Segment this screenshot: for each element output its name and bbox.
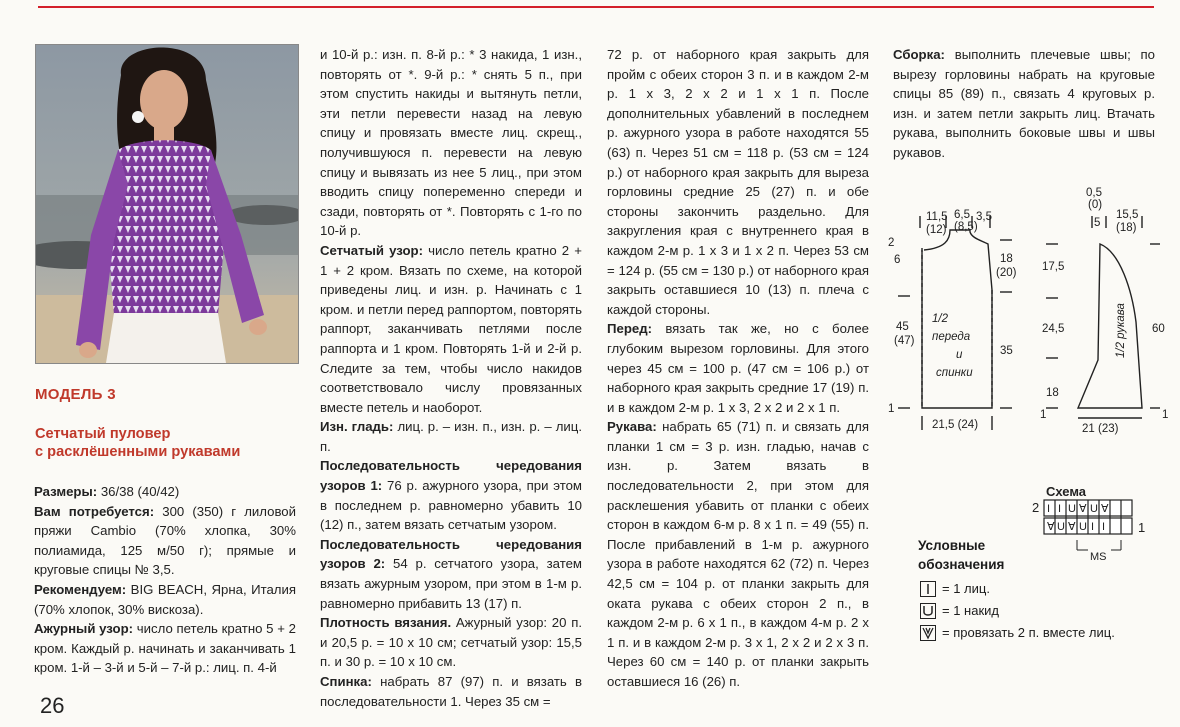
column-2 bbox=[320, 45, 582, 711]
legend-item-knit: = 1 лиц. bbox=[942, 581, 990, 596]
front-text: вязать так же, но с более глубоким вырезом горловины. Для этого через 45 см = 100 р. (47 см = 106 р.) от наборного края закрыть средние 17 (19) п. и в каждом 2-м р. 1 х 3, 2 х 2 и 2 х 1 п. bbox=[607, 321, 869, 415]
needed-paragraph bbox=[34, 502, 296, 580]
dim-45: 45 bbox=[896, 321, 909, 333]
stock-label: Изн. гладь: bbox=[320, 419, 394, 435]
dim-3-5: 3,5 bbox=[976, 211, 992, 223]
recommend-paragraph bbox=[34, 580, 296, 619]
k2tog-icon bbox=[920, 625, 936, 641]
sleeve-label: 1/2 рукава bbox=[1115, 303, 1127, 358]
sleeves-text: набрать 65 (71) п. и связать для планки 1 см = 3 р. изн. гладью, начав с изн. р. Затем вязать в последовательности 2, при этом для расклешения убавить от планки с обеих сторон в каждом 6-м р. 8 х 1 п. = 49 (55) п. После прибавлений в 1-м р. ажурного узора в работе находятся 62 (72) п. Через 42,5 см = 104 р. от планки закрыть для оката рукава с обеих сторон 2 п., в каждом 2-м р. 6 х 1 п., в каждом 4-м р. 2 х 1 п. и в каждом 2-м р. 3 х 1, 2 х 2 и 2 х 3 п. Через 60 см = 140 р. от планки закрыть оставшиеся 16 (26) п. bbox=[607, 419, 869, 689]
column-4 bbox=[893, 45, 1155, 163]
svg-text:U: U bbox=[1068, 503, 1076, 515]
dim-21-5: 21,5 (24) bbox=[932, 419, 979, 431]
assembly-paragraph bbox=[893, 45, 1155, 163]
mesh-text: число петель кратно 2 + 1 + 2 кром. Вязать по схеме, на которой приведены лиц. и изн. р. Начинать с 1 кром. и петли перед раппортом, повторять раппорт, заканчивать петлями после раппорта и 1 кром. Повторять 1-й и 2-й р. Следите за тем, чтобы число накидов соответствовало числу провязанных вместе петель и наоборот. bbox=[320, 242, 582, 415]
svg-text:∀: ∀ bbox=[1101, 503, 1109, 515]
legend-item-k2tog: = провязать 2 п. вместе лиц. bbox=[942, 625, 1115, 640]
dim-0: (0) bbox=[1088, 199, 1103, 211]
seq1-paragraph bbox=[320, 456, 582, 534]
front-paragraph bbox=[607, 319, 869, 417]
legend-title bbox=[918, 536, 1004, 574]
mesh-paragraph bbox=[320, 241, 582, 417]
dim-15-5: 15,5 bbox=[1116, 209, 1139, 221]
dim-17-5: 17,5 bbox=[1042, 261, 1065, 273]
body-label-4: спинки bbox=[936, 367, 973, 379]
svg-text:I: I bbox=[1091, 521, 1095, 533]
column-3 bbox=[607, 45, 869, 692]
pullover-title-line2: с расклёшенными рукавами bbox=[35, 444, 241, 460]
dim-18c: 18 bbox=[1046, 387, 1059, 399]
needed-text: 300 (350) г лиловой пряжи Cambio (70% хлопка, 30% полиамида, 125 м/50 г); прямые и круговые спицы № 3,5. bbox=[34, 503, 296, 578]
dim-21: 21 (23) bbox=[1082, 423, 1119, 435]
dim-24-5: 24,5 bbox=[1042, 323, 1065, 335]
svg-text:I: I bbox=[1102, 521, 1106, 533]
svg-text:∀: ∀ bbox=[1079, 503, 1087, 515]
svg-text:I: I bbox=[1058, 503, 1062, 515]
dim-1b: 1 bbox=[1040, 409, 1047, 421]
svg-text:U: U bbox=[1090, 503, 1098, 515]
back-label: Спинка: bbox=[320, 674, 372, 689]
model-photo bbox=[35, 44, 299, 364]
dim-18b: (18) bbox=[1116, 222, 1137, 234]
legend-row-k2tog bbox=[920, 622, 1115, 643]
header-rule bbox=[38, 6, 1154, 8]
dim-1c: 1 bbox=[1162, 409, 1169, 421]
seq1-text: 76 р. ажурного узора, при этом в последнем р. равномерно убавить 10 (12) п., затем вязать сетчатым узором. bbox=[320, 478, 582, 533]
lace-label: Ажурный узор: bbox=[34, 621, 134, 637]
dim-60: 60 bbox=[1152, 323, 1165, 335]
dim-47: (47) bbox=[894, 335, 915, 347]
assembly-text: выполнить плечевые швы; по вырезу горловины набрать на круговые спицы 85 (89) п., связать 4 круговых р. изн. и затем петли закрыть лиц. Втачать рукава, выполнить боковые швы и швы рукавов. bbox=[893, 47, 1155, 160]
dim-20: (20) bbox=[996, 267, 1017, 279]
front-label: Перед: bbox=[607, 321, 652, 337]
legend-title-line2: обозначения bbox=[918, 557, 1005, 572]
density-paragraph bbox=[320, 613, 582, 672]
pullover-title-line1: Сетчатый пуловер bbox=[35, 426, 171, 442]
density-text: Ажурный узор: 20 п. и 20,5 р. = 10 х 10 см; сетчатый узор: 15,5 п. и 30 р. = 10 х 10 см. bbox=[320, 615, 583, 670]
svg-text:U: U bbox=[1057, 521, 1065, 533]
chart-title: Схема bbox=[1046, 484, 1087, 499]
dim-18: 18 bbox=[1000, 253, 1013, 265]
seq2-paragraph bbox=[320, 535, 582, 613]
pullover-title bbox=[35, 425, 297, 461]
dim-1a: 1 bbox=[888, 403, 895, 415]
seq2-text: 54 р. сетчатого узора, затем вязать ажурным узором, при этом в 1-м р. равномерно прибавить 13 (17) п. bbox=[320, 556, 582, 611]
svg-text:∀: ∀ bbox=[1068, 521, 1076, 533]
stock-text: лиц. р. – изн. п., изн. р. – лиц. п. bbox=[320, 419, 582, 454]
body-label-1: 1/2 bbox=[932, 313, 948, 325]
lace-continued: и 10-й р.: изн. п. 8-й р.: * 3 накида, 1 изн., повторять от *. 9-й р.: * снять 5 п., при этом спустить накиды и вытянуть петли, эти петли перевести назад на левую спицу и провязать вместе лиц. скрещ., получившуюся п. перевести на левую спицу и вывязать из нее 5 лиц., при этом вводить спицу попеременно спереди и сзади, повторять от *. Повторять с 1-го по 10-й р. bbox=[320, 47, 582, 239]
model-photo-illustration bbox=[36, 45, 298, 363]
chart-ms: MS bbox=[1090, 551, 1107, 563]
sleeves-label: Рукава: bbox=[607, 419, 657, 435]
density-label: Плотность вязания. bbox=[320, 615, 452, 631]
needed-label: Вам потребуется: bbox=[34, 503, 155, 519]
lace-paragraph bbox=[34, 619, 296, 678]
seq2-label: Последовательность чередования узоров 2: bbox=[320, 536, 582, 572]
dim-11-5: 11,5 bbox=[926, 211, 948, 223]
assembly-label: Сборка: bbox=[893, 47, 945, 62]
page-number: 26 bbox=[40, 693, 65, 718]
dim-5: 5 bbox=[1094, 217, 1101, 229]
legend bbox=[920, 578, 1115, 644]
body-label-3: и bbox=[956, 349, 963, 361]
sizes-paragraph bbox=[34, 482, 296, 502]
stock-paragraph bbox=[320, 417, 582, 456]
legend-row-knit bbox=[920, 578, 1115, 599]
body-label-2: переда bbox=[932, 331, 971, 343]
dim-8-5: (8,5) bbox=[954, 221, 978, 233]
legend-item-yarn-over: = 1 накид bbox=[942, 603, 999, 618]
dim-2: 2 bbox=[888, 237, 895, 249]
yarn-over-icon bbox=[920, 603, 936, 619]
model-title: МОДЕЛЬ 3 bbox=[35, 386, 116, 403]
stitch-chart bbox=[1028, 480, 1158, 570]
dim-6-5: 6,5 bbox=[954, 209, 970, 221]
mesh-label: Сетчатый узор: bbox=[320, 242, 423, 258]
lace-text: число петель кратно 5 + 2 кром. Каждый р. начинать и заканчивать 1 кром. 1-й – 3-й и 5-й – 7-й р.: лиц. п. 4-й bbox=[34, 621, 296, 676]
back-paragraph bbox=[320, 672, 582, 711]
recommend-label: Рекомендуем: bbox=[34, 581, 127, 597]
svg-text:I: I bbox=[1047, 503, 1051, 515]
recommend-text: BIG BEACH, Ярна, Италия (70% хлопок, 30% вискоза). bbox=[34, 581, 296, 617]
dim-35: 35 bbox=[1000, 345, 1013, 357]
legend-title-line1: Условные bbox=[918, 538, 986, 553]
column-1 bbox=[34, 482, 296, 678]
svg-text:∀: ∀ bbox=[1047, 521, 1055, 533]
dim-0-5: 0,5 bbox=[1086, 187, 1102, 199]
knit-stitch-icon bbox=[920, 581, 936, 597]
dim-6: 6 bbox=[894, 254, 901, 266]
back-text: набрать 87 (97) п. и вязать в последовательности 1. Через 35 см = bbox=[320, 674, 582, 709]
svg-text:U: U bbox=[1079, 521, 1087, 533]
sizes-label: Размеры: bbox=[34, 484, 98, 499]
sleeve-outline bbox=[1078, 244, 1142, 408]
chart-row-1: 1 bbox=[1138, 520, 1146, 535]
pattern-diagram bbox=[880, 180, 1170, 440]
seq1-label: Последовательность чередования узоров 1: bbox=[320, 458, 582, 494]
sleeves-paragraph bbox=[607, 417, 869, 691]
sizes-text: 36/38 (40/42) bbox=[100, 484, 180, 499]
dim-12: (12) bbox=[926, 224, 947, 236]
back-continued: 72 р. от наборного края закрыть для пройм с обеих сторон 3 п. и в каждом 2-м р. 1 х 3, 2 х 2 и 1 х 1 п. После дополнительных убавлений в последнем р. ажурного узора в работе находятся 55 (63) п. Через 51 см = 118 р. (53 см = 124 р.) от наборного края закрыть для выреза горловины средние 25 (27) п. и обе стороны закончить раздельно. Для закругления края с внутреннего края в каждом 2-м р. 1 х 3 и 1 х 2 п. Через 53 см = 124 р. (55 см = 130 р.) от наборного края закрыть оставшиеся 10 (13) п. плеча с каждой стороны. bbox=[607, 47, 869, 317]
chart-row-2: 2 bbox=[1032, 500, 1040, 515]
legend-row-yarn-over bbox=[920, 600, 1115, 621]
